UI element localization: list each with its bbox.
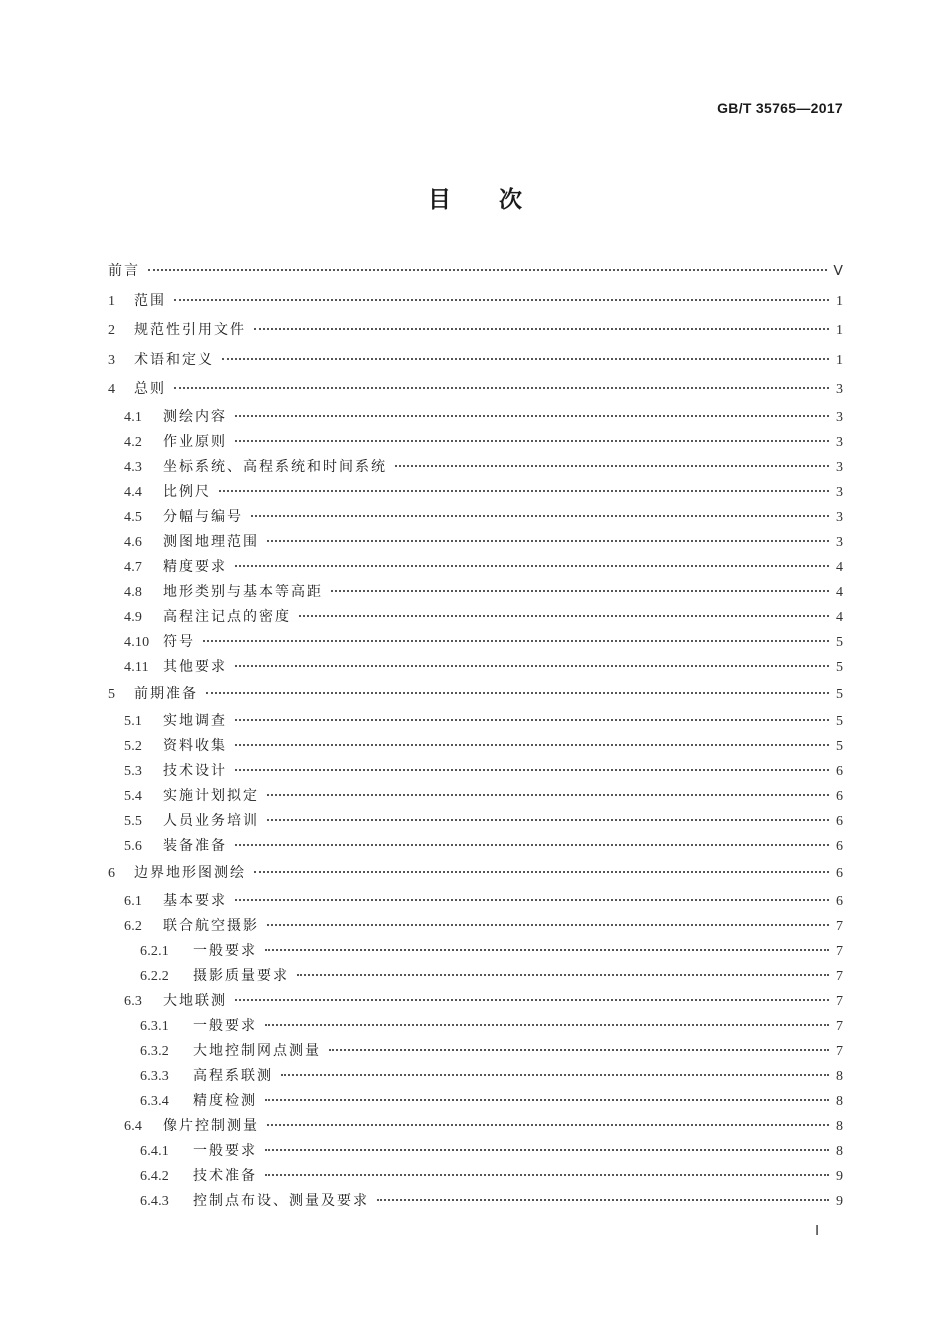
toc-entry-page: 8	[836, 1118, 843, 1134]
dot-leader	[265, 949, 829, 951]
toc-entry-page: 6	[836, 814, 843, 829]
toc-entry[interactable]	[108, 505, 843, 530]
toc-entry-number: 6.2	[124, 918, 143, 934]
toc-entry-number: 6.1	[124, 893, 143, 909]
dot-leader	[203, 640, 829, 642]
toc-entry-label: 一般要求	[193, 1017, 257, 1034]
toc-entry-number: 4.6	[124, 534, 143, 550]
toc-entry-page: 7	[836, 1018, 843, 1034]
toc-entry-number: 6.4	[124, 1118, 143, 1134]
toc-entry[interactable]	[108, 257, 843, 287]
dot-leader	[297, 974, 829, 976]
dot-leader	[281, 1074, 829, 1076]
toc-entry-number: 4.4	[124, 484, 143, 500]
toc-entry-label: 资料收集	[163, 738, 227, 754]
toc-entry-label: 联合航空摄影	[163, 917, 259, 934]
toc-entry-number: 2	[108, 323, 116, 338]
toc-entry-page: 3	[836, 534, 843, 550]
toc-entry-page: 4	[836, 584, 843, 600]
toc-entry[interactable]	[108, 1164, 843, 1189]
toc-entry-label: 技术设计	[163, 763, 227, 779]
toc-entry-label: 高程系联测	[193, 1067, 273, 1084]
toc-entry-number: 6.4.1	[140, 1143, 169, 1159]
toc-entry-number: 6.3.3	[140, 1068, 169, 1084]
toc-entry-number: 5.6	[124, 839, 143, 854]
toc-entry-number: 6.3	[124, 993, 143, 1009]
toc-entry-number: 5.2	[124, 739, 143, 754]
toc-entry-number: 4.11	[124, 659, 149, 675]
toc-entry[interactable]	[108, 655, 843, 680]
table-of-contents	[108, 257, 843, 1214]
toc-entry-page: 1	[836, 293, 843, 309]
dot-leader	[235, 440, 829, 442]
toc-entry[interactable]	[108, 1039, 843, 1064]
toc-entry[interactable]	[108, 405, 843, 430]
toc-entry-label: 前言	[108, 263, 140, 279]
dot-leader	[267, 924, 829, 926]
toc-entry-page: 6	[836, 839, 843, 854]
toc-entry-label: 比例尺	[163, 483, 211, 500]
toc-entry-label: 实地调查	[163, 713, 227, 729]
toc-entry[interactable]	[108, 1189, 843, 1214]
toc-entry-page: 7	[836, 993, 843, 1009]
toc-entry-page: 5	[836, 634, 843, 650]
dot-leader	[235, 665, 829, 667]
toc-entry-page: 6	[836, 764, 843, 779]
toc-entry[interactable]	[108, 1014, 843, 1039]
toc-entry[interactable]	[108, 834, 843, 859]
toc-entry[interactable]	[108, 964, 843, 989]
toc-entry[interactable]	[108, 709, 843, 734]
toc-entry-number: 6.2.1	[140, 943, 169, 959]
toc-entry[interactable]	[108, 889, 843, 914]
toc-entry-number: 4.8	[124, 584, 143, 600]
toc-entry[interactable]	[108, 1139, 843, 1164]
dot-leader	[331, 590, 829, 592]
toc-entry-number: 5.4	[124, 789, 143, 804]
toc-entry-page: 7	[836, 968, 843, 984]
toc-entry-number: 6.3.4	[140, 1093, 169, 1109]
toc-entry-label: 精度检测	[193, 1092, 257, 1109]
dot-leader	[206, 692, 829, 694]
toc-entry-label: 像片控制测量	[163, 1117, 259, 1134]
toc-entry-number: 4.7	[124, 559, 143, 575]
toc-entry-label: 大地联测	[163, 992, 227, 1009]
toc-entry-page: 8	[836, 1093, 843, 1109]
toc-entry-number: 6.2.2	[140, 968, 169, 984]
toc-entry[interactable]	[108, 1089, 843, 1114]
toc-entry-label: 边界地形图测绘	[134, 865, 246, 881]
dot-leader	[377, 1199, 829, 1201]
toc-entry-number: 6	[108, 866, 116, 881]
toc-entry-number: 5.5	[124, 814, 143, 829]
dot-leader	[265, 1149, 829, 1151]
toc-entry-label: 符号	[163, 633, 195, 650]
toc-entry-label: 总则	[134, 381, 166, 397]
toc-entry[interactable]	[108, 455, 843, 480]
toc-entry-label: 地形类别与基本等高距	[163, 583, 323, 600]
dot-leader	[254, 328, 829, 330]
dot-leader	[267, 794, 829, 796]
dot-leader	[235, 565, 829, 567]
dot-leader	[148, 269, 827, 271]
toc-entry-number: 4.9	[124, 609, 143, 625]
toc-entry-page: 3	[836, 484, 843, 500]
toc-entry-label: 实施计划拟定	[163, 788, 259, 804]
toc-entry[interactable]	[108, 375, 843, 405]
toc-entry-number: 6.3.2	[140, 1043, 169, 1059]
dot-leader	[235, 769, 829, 771]
toc-entry[interactable]	[108, 630, 843, 655]
toc-entry-label: 控制点布设、测量及要求	[193, 1192, 369, 1209]
toc-entry-number: 4.1	[124, 409, 143, 425]
toc-entry-label: 前期准备	[134, 685, 198, 702]
toc-entry-number: 6.4.2	[140, 1168, 169, 1184]
toc-entry[interactable]	[108, 287, 843, 317]
toc-entry-label: 大地控制网点测量	[193, 1042, 321, 1059]
toc-entry[interactable]	[108, 1114, 843, 1139]
toc-entry[interactable]	[108, 605, 843, 630]
toc-entry-page: 4	[836, 609, 843, 625]
toc-entry-page: 6	[836, 893, 843, 909]
toc-entry-number: 4.10	[124, 634, 150, 650]
toc-entry-label: 摄影质量要求	[193, 967, 289, 984]
toc-entry[interactable]	[108, 859, 843, 889]
toc-entry[interactable]	[108, 784, 843, 809]
toc-entry[interactable]	[108, 809, 843, 834]
toc-entry-label: 分幅与编号	[163, 508, 243, 525]
toc-entry[interactable]	[108, 480, 843, 505]
toc-entry-number: 4.3	[124, 459, 143, 475]
toc-entry-page: 8	[836, 1068, 843, 1084]
toc-entry[interactable]	[108, 939, 843, 964]
dot-leader	[254, 871, 829, 873]
dot-leader	[265, 1099, 829, 1101]
toc-entry[interactable]	[108, 316, 843, 346]
toc-entry[interactable]	[108, 1064, 843, 1089]
toc-entry-number: 5.3	[124, 764, 143, 779]
page-number: Ⅰ	[815, 1224, 820, 1239]
toc-entry-label: 其他要求	[163, 658, 227, 675]
toc-entry-page: 7	[836, 918, 843, 934]
toc-entry-page: 8	[836, 1143, 843, 1159]
toc-entry-page: 5	[836, 739, 843, 754]
dot-leader	[222, 358, 829, 360]
page-title: 目 次	[427, 187, 523, 213]
toc-entry-page: 3	[836, 434, 843, 450]
toc-entry-page: 7	[836, 943, 843, 959]
toc-entry-label: 装备准备	[163, 838, 227, 854]
toc-entry[interactable]	[108, 759, 843, 784]
dot-leader	[174, 387, 829, 389]
dot-leader	[174, 299, 829, 301]
toc-entry-page: 1	[836, 323, 843, 338]
dot-leader	[265, 1174, 829, 1176]
toc-entry-label: 精度要求	[163, 558, 227, 575]
toc-entry-page: 5	[836, 714, 843, 729]
toc-entry-label: 作业原则	[163, 433, 227, 450]
dot-leader	[235, 844, 829, 846]
toc-entry-page: 9	[836, 1168, 843, 1184]
toc-entry[interactable]	[108, 680, 843, 710]
dot-leader	[267, 819, 829, 821]
toc-entry-label: 坐标系统、高程系统和时间系统	[163, 458, 387, 475]
toc-entry-number: 4	[108, 382, 116, 397]
toc-entry[interactable]	[108, 530, 843, 555]
toc-entry-page: 3	[836, 509, 843, 525]
toc-entry-number: 5	[108, 686, 116, 702]
toc-entry-page: 5	[836, 659, 843, 675]
dot-leader	[267, 1124, 829, 1126]
toc-entry-label: 一般要求	[193, 942, 257, 959]
toc-entry-page: 1	[836, 352, 843, 368]
toc-entry[interactable]	[108, 914, 843, 939]
toc-entry[interactable]	[108, 555, 843, 580]
dot-leader	[299, 615, 829, 617]
toc-entry-page: 3	[836, 409, 843, 425]
dot-leader	[219, 490, 829, 492]
toc-entry[interactable]	[108, 346, 843, 376]
toc-entry-page: 4	[836, 559, 843, 575]
toc-entry-number: 6.3.1	[140, 1018, 169, 1034]
standard-code: GB/T 35765—2017	[717, 100, 843, 116]
toc-entry-label: 范围	[134, 292, 166, 309]
toc-entry-page: 5	[836, 686, 843, 702]
toc-entry-label: 人员业务培训	[163, 813, 259, 829]
toc-entry-label: 基本要求	[163, 892, 227, 909]
dot-leader	[235, 744, 829, 746]
toc-entry-label: 规范性引用文件	[134, 322, 246, 338]
dot-leader	[251, 515, 829, 517]
toc-entry-label: 术语和定义	[134, 351, 214, 368]
toc-entry[interactable]	[108, 430, 843, 455]
toc-entry-label: 技术准备	[193, 1167, 257, 1184]
toc-entry-label: 高程注记点的密度	[163, 608, 291, 625]
toc-entry-page: 6	[836, 866, 843, 881]
dot-leader	[235, 415, 829, 417]
dot-leader	[235, 899, 829, 901]
toc-entry-page: 6	[836, 789, 843, 804]
toc-entry-label: 一般要求	[193, 1142, 257, 1159]
toc-entry-number: 4.5	[124, 509, 143, 525]
dot-leader	[265, 1024, 829, 1026]
toc-entry-page: 9	[836, 1193, 843, 1209]
toc-entry-number: 4.2	[124, 434, 143, 450]
dot-leader	[267, 540, 829, 542]
toc-entry-number: 3	[108, 352, 116, 368]
toc-entry-page: 3	[836, 382, 843, 397]
toc-entry[interactable]	[108, 734, 843, 759]
toc-entry-label: 测绘内容	[163, 408, 227, 425]
toc-entry-number: 5.1	[124, 714, 143, 729]
toc-entry-number: 1	[108, 293, 116, 309]
dot-leader	[329, 1049, 829, 1051]
toc-entry[interactable]	[108, 989, 843, 1014]
toc-entry[interactable]	[108, 580, 843, 605]
dot-leader	[235, 719, 829, 721]
toc-entry-page: 3	[836, 459, 843, 475]
toc-entry-label: 测图地理范围	[163, 533, 259, 550]
toc-entry-page: Ⅴ	[833, 264, 843, 279]
toc-entry-page: 7	[836, 1043, 843, 1059]
toc-entry-number: 6.4.3	[140, 1193, 169, 1209]
dot-leader	[395, 465, 829, 467]
dot-leader	[235, 999, 829, 1001]
